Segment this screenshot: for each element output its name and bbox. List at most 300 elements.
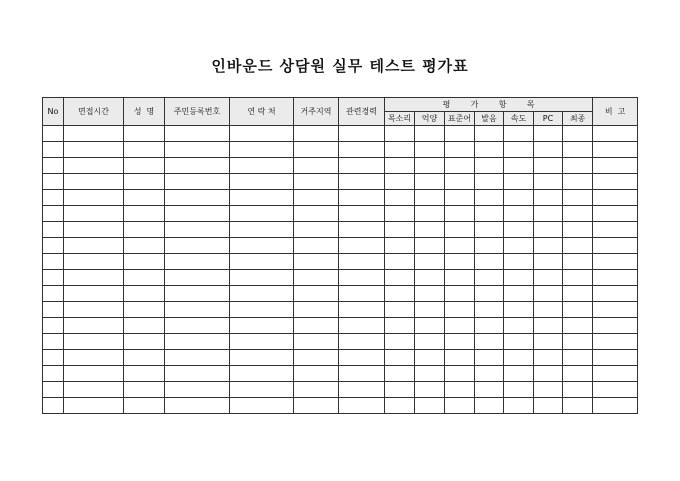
cell-contact[interactable]: [230, 302, 294, 318]
cell-residence[interactable]: [294, 158, 339, 174]
cell-residence[interactable]: [294, 398, 339, 414]
cell-name[interactable]: [124, 158, 165, 174]
cell-pronunciation[interactable]: [475, 206, 504, 222]
cell-contact[interactable]: [230, 366, 294, 382]
cell-remarks[interactable]: [593, 222, 638, 238]
cell-contact[interactable]: [230, 350, 294, 366]
cell-standard-language[interactable]: [445, 350, 475, 366]
cell-voice[interactable]: [385, 398, 415, 414]
cell-speed[interactable]: [504, 334, 534, 350]
cell-standard-language[interactable]: [445, 126, 475, 142]
cell-final[interactable]: [563, 174, 593, 190]
page-title: 인바운드 상담원 실무 테스트 평가표: [211, 57, 469, 75]
cell-pc[interactable]: [534, 222, 563, 238]
cell-pronunciation[interactable]: [475, 254, 504, 270]
cell-resident-number[interactable]: [165, 254, 230, 270]
cell-pc[interactable]: [534, 398, 563, 414]
cell-pronunciation[interactable]: [475, 142, 504, 158]
cell-standard-language[interactable]: [445, 382, 475, 398]
cell-interview-time[interactable]: [64, 398, 124, 414]
header-evaluation-items: 평 가 항 목: [385, 98, 593, 112]
table-row: [43, 222, 638, 238]
cell-residence[interactable]: [294, 142, 339, 158]
table-row: [43, 334, 638, 350]
cell-pronunciation[interactable]: [475, 270, 504, 286]
cell-standard-language[interactable]: [445, 174, 475, 190]
header-eval-pronunciation: 발음: [475, 112, 504, 126]
cell-intonation[interactable]: [415, 350, 445, 366]
cell-residence[interactable]: [294, 302, 339, 318]
cell-speed[interactable]: [504, 206, 534, 222]
cell-pc[interactable]: [534, 126, 563, 142]
cell-remarks[interactable]: [593, 398, 638, 414]
cell-residence[interactable]: [294, 318, 339, 334]
cell-residence[interactable]: [294, 382, 339, 398]
cell-voice[interactable]: [385, 382, 415, 398]
cell-voice[interactable]: [385, 350, 415, 366]
cell-contact[interactable]: [230, 254, 294, 270]
cell-final[interactable]: [563, 190, 593, 206]
cell-experience[interactable]: [339, 158, 385, 174]
cell-name[interactable]: [124, 222, 165, 238]
cell-pc[interactable]: [534, 382, 563, 398]
cell-name[interactable]: [124, 142, 165, 158]
cell-intonation[interactable]: [415, 206, 445, 222]
cell-residence[interactable]: [294, 286, 339, 302]
cell-pc[interactable]: [534, 174, 563, 190]
cell-final[interactable]: [563, 318, 593, 334]
cell-no[interactable]: [43, 398, 64, 414]
cell-interview-time[interactable]: [64, 318, 124, 334]
cell-name[interactable]: [124, 318, 165, 334]
cell-resident-number[interactable]: [165, 398, 230, 414]
cell-resident-number[interactable]: [165, 350, 230, 366]
cell-pronunciation[interactable]: [475, 190, 504, 206]
evaluation-table: [42, 97, 638, 414]
header-row-1: [43, 98, 638, 112]
cell-standard-language[interactable]: [445, 206, 475, 222]
cell-no[interactable]: [43, 318, 64, 334]
cell-pc[interactable]: [534, 158, 563, 174]
cell-residence[interactable]: [294, 174, 339, 190]
cell-speed[interactable]: [504, 382, 534, 398]
cell-name[interactable]: [124, 126, 165, 142]
table-row: [43, 382, 638, 398]
table-row: [43, 238, 638, 254]
table-row: [43, 350, 638, 366]
cell-resident-number[interactable]: [165, 302, 230, 318]
cell-no[interactable]: [43, 190, 64, 206]
cell-standard-language[interactable]: [445, 222, 475, 238]
cell-final[interactable]: [563, 206, 593, 222]
cell-experience[interactable]: [339, 238, 385, 254]
header-interview-time: 면접시간: [64, 98, 124, 126]
cell-experience[interactable]: [339, 126, 385, 142]
cell-intonation[interactable]: [415, 158, 445, 174]
cell-no[interactable]: [43, 302, 64, 318]
table-row: [43, 366, 638, 382]
cell-remarks[interactable]: [593, 318, 638, 334]
cell-experience[interactable]: [339, 270, 385, 286]
cell-residence[interactable]: [294, 238, 339, 254]
cell-interview-time[interactable]: [64, 142, 124, 158]
cell-remarks[interactable]: [593, 350, 638, 366]
cell-intonation[interactable]: [415, 302, 445, 318]
cell-name[interactable]: [124, 382, 165, 398]
cell-intonation[interactable]: [415, 366, 445, 382]
cell-pronunciation[interactable]: [475, 398, 504, 414]
header-no: No: [43, 98, 64, 126]
cell-no[interactable]: [43, 158, 64, 174]
cell-pronunciation[interactable]: [475, 302, 504, 318]
cell-standard-language[interactable]: [445, 302, 475, 318]
cell-remarks[interactable]: [593, 254, 638, 270]
cell-intonation[interactable]: [415, 398, 445, 414]
cell-voice[interactable]: [385, 366, 415, 382]
cell-name[interactable]: [124, 238, 165, 254]
cell-final[interactable]: [563, 286, 593, 302]
table-row: [43, 206, 638, 222]
cell-remarks[interactable]: [593, 334, 638, 350]
cell-experience[interactable]: [339, 382, 385, 398]
header-eval-pc: PC: [534, 112, 563, 126]
cell-no[interactable]: [43, 222, 64, 238]
cell-no[interactable]: [43, 206, 64, 222]
cell-standard-language[interactable]: [445, 142, 475, 158]
cell-resident-number[interactable]: [165, 142, 230, 158]
cell-contact[interactable]: [230, 398, 294, 414]
cell-residence[interactable]: [294, 190, 339, 206]
cell-intonation[interactable]: [415, 286, 445, 302]
cell-standard-language[interactable]: [445, 190, 475, 206]
cell-final[interactable]: [563, 126, 593, 142]
cell-remarks[interactable]: [593, 206, 638, 222]
cell-speed[interactable]: [504, 238, 534, 254]
cell-interview-time[interactable]: [64, 174, 124, 190]
cell-name[interactable]: [124, 174, 165, 190]
cell-resident-number[interactable]: [165, 286, 230, 302]
cell-pc[interactable]: [534, 350, 563, 366]
cell-pc[interactable]: [534, 334, 563, 350]
cell-no[interactable]: [43, 286, 64, 302]
cell-voice[interactable]: [385, 158, 415, 174]
cell-intonation[interactable]: [415, 126, 445, 142]
cell-intonation[interactable]: [415, 222, 445, 238]
cell-residence[interactable]: [294, 206, 339, 222]
cell-pronunciation[interactable]: [475, 158, 504, 174]
cell-interview-time[interactable]: [64, 334, 124, 350]
cell-intonation[interactable]: [415, 334, 445, 350]
cell-pronunciation[interactable]: [475, 382, 504, 398]
cell-no[interactable]: [43, 350, 64, 366]
cell-speed[interactable]: [504, 174, 534, 190]
cell-final[interactable]: [563, 366, 593, 382]
cell-interview-time[interactable]: [64, 350, 124, 366]
cell-experience[interactable]: [339, 254, 385, 270]
header-eval-voice: 목소리: [385, 112, 415, 126]
cell-interview-time[interactable]: [64, 158, 124, 174]
cell-pc[interactable]: [534, 190, 563, 206]
cell-pronunciation[interactable]: [475, 318, 504, 334]
cell-contact[interactable]: [230, 318, 294, 334]
cell-contact[interactable]: [230, 142, 294, 158]
cell-resident-number[interactable]: [165, 334, 230, 350]
cell-final[interactable]: [563, 254, 593, 270]
cell-experience[interactable]: [339, 302, 385, 318]
cell-resident-number[interactable]: [165, 270, 230, 286]
header-eval-standard-language: 표준어: [445, 112, 475, 126]
cell-interview-time[interactable]: [64, 222, 124, 238]
cell-pc[interactable]: [534, 206, 563, 222]
header-residence: 거주지역: [294, 98, 339, 126]
cell-voice[interactable]: [385, 222, 415, 238]
cell-intonation[interactable]: [415, 174, 445, 190]
table-row: [43, 254, 638, 270]
cell-name[interactable]: [124, 350, 165, 366]
cell-residence[interactable]: [294, 254, 339, 270]
cell-name[interactable]: [124, 334, 165, 350]
cell-pronunciation[interactable]: [475, 238, 504, 254]
cell-standard-language[interactable]: [445, 286, 475, 302]
cell-resident-number[interactable]: [165, 366, 230, 382]
cell-voice[interactable]: [385, 270, 415, 286]
cell-standard-language[interactable]: [445, 254, 475, 270]
cell-no[interactable]: [43, 254, 64, 270]
cell-name[interactable]: [124, 190, 165, 206]
cell-final[interactable]: [563, 238, 593, 254]
cell-residence[interactable]: [294, 366, 339, 382]
header-eval-speed: 속도: [504, 112, 534, 126]
cell-no[interactable]: [43, 334, 64, 350]
cell-speed[interactable]: [504, 254, 534, 270]
cell-intonation[interactable]: [415, 270, 445, 286]
cell-resident-number[interactable]: [165, 190, 230, 206]
cell-contact[interactable]: [230, 206, 294, 222]
cell-contact[interactable]: [230, 126, 294, 142]
cell-contact[interactable]: [230, 158, 294, 174]
cell-voice[interactable]: [385, 254, 415, 270]
cell-resident-number[interactable]: [165, 174, 230, 190]
cell-residence[interactable]: [294, 350, 339, 366]
cell-intonation[interactable]: [415, 142, 445, 158]
cell-speed[interactable]: [504, 222, 534, 238]
header-name: 성 명: [124, 98, 165, 126]
cell-pc[interactable]: [534, 254, 563, 270]
cell-final[interactable]: [563, 302, 593, 318]
cell-contact[interactable]: [230, 286, 294, 302]
cell-pronunciation[interactable]: [475, 174, 504, 190]
cell-remarks[interactable]: [593, 270, 638, 286]
cell-experience[interactable]: [339, 334, 385, 350]
cell-final[interactable]: [563, 142, 593, 158]
cell-speed[interactable]: [504, 366, 534, 382]
cell-standard-language[interactable]: [445, 318, 475, 334]
header-eval-intonation: 억양: [415, 112, 445, 126]
cell-final[interactable]: [563, 382, 593, 398]
cell-experience[interactable]: [339, 174, 385, 190]
cell-pc[interactable]: [534, 318, 563, 334]
cell-speed[interactable]: [504, 158, 534, 174]
cell-resident-number[interactable]: [165, 382, 230, 398]
cell-no[interactable]: [43, 126, 64, 142]
cell-pc[interactable]: [534, 270, 563, 286]
cell-standard-language[interactable]: [445, 238, 475, 254]
cell-experience[interactable]: [339, 142, 385, 158]
cell-remarks[interactable]: [593, 302, 638, 318]
cell-resident-number[interactable]: [165, 126, 230, 142]
cell-interview-time[interactable]: [64, 302, 124, 318]
cell-residence[interactable]: [294, 334, 339, 350]
cell-interview-time[interactable]: [64, 238, 124, 254]
cell-intonation[interactable]: [415, 238, 445, 254]
cell-voice[interactable]: [385, 190, 415, 206]
cell-no[interactable]: [43, 238, 64, 254]
cell-contact[interactable]: [230, 174, 294, 190]
cell-standard-language[interactable]: [445, 398, 475, 414]
cell-pc[interactable]: [534, 366, 563, 382]
cell-interview-time[interactable]: [64, 382, 124, 398]
cell-voice[interactable]: [385, 318, 415, 334]
cell-final[interactable]: [563, 222, 593, 238]
cell-name[interactable]: [124, 254, 165, 270]
cell-interview-time[interactable]: [64, 366, 124, 382]
cell-final[interactable]: [563, 334, 593, 350]
cell-contact[interactable]: [230, 222, 294, 238]
cell-residence[interactable]: [294, 126, 339, 142]
table-row: [43, 174, 638, 190]
cell-standard-language[interactable]: [445, 366, 475, 382]
cell-name[interactable]: [124, 366, 165, 382]
cell-resident-number[interactable]: [165, 318, 230, 334]
cell-speed[interactable]: [504, 270, 534, 286]
cell-pronunciation[interactable]: [475, 126, 504, 142]
cell-remarks[interactable]: [593, 190, 638, 206]
cell-standard-language[interactable]: [445, 334, 475, 350]
table-row: [43, 126, 638, 142]
cell-contact[interactable]: [230, 190, 294, 206]
cell-experience[interactable]: [339, 318, 385, 334]
cell-speed[interactable]: [504, 286, 534, 302]
cell-experience[interactable]: [339, 222, 385, 238]
cell-pronunciation[interactable]: [475, 334, 504, 350]
cell-residence[interactable]: [294, 222, 339, 238]
cell-name[interactable]: [124, 398, 165, 414]
cell-speed[interactable]: [504, 190, 534, 206]
cell-no[interactable]: [43, 366, 64, 382]
cell-standard-language[interactable]: [445, 158, 475, 174]
cell-no[interactable]: [43, 270, 64, 286]
cell-pronunciation[interactable]: [475, 350, 504, 366]
table-row: [43, 302, 638, 318]
cell-experience[interactable]: [339, 398, 385, 414]
cell-voice[interactable]: [385, 302, 415, 318]
cell-remarks[interactable]: [593, 238, 638, 254]
cell-resident-number[interactable]: [165, 158, 230, 174]
cell-speed[interactable]: [504, 398, 534, 414]
cell-interview-time[interactable]: [64, 190, 124, 206]
cell-pronunciation[interactable]: [475, 286, 504, 302]
cell-speed[interactable]: [504, 318, 534, 334]
cell-intonation[interactable]: [415, 190, 445, 206]
cell-voice[interactable]: [385, 142, 415, 158]
cell-voice[interactable]: [385, 238, 415, 254]
cell-pronunciation[interactable]: [475, 366, 504, 382]
cell-no[interactable]: [43, 142, 64, 158]
cell-contact[interactable]: [230, 238, 294, 254]
cell-intonation[interactable]: [415, 318, 445, 334]
cell-experience[interactable]: [339, 190, 385, 206]
cell-final[interactable]: [563, 270, 593, 286]
cell-no[interactable]: [43, 382, 64, 398]
cell-speed[interactable]: [504, 126, 534, 142]
cell-experience[interactable]: [339, 366, 385, 382]
cell-interview-time[interactable]: [64, 286, 124, 302]
cell-interview-time[interactable]: [64, 206, 124, 222]
cell-remarks[interactable]: [593, 286, 638, 302]
cell-pronunciation[interactable]: [475, 222, 504, 238]
cell-final[interactable]: [563, 398, 593, 414]
cell-speed[interactable]: [504, 142, 534, 158]
cell-pc[interactable]: [534, 286, 563, 302]
cell-standard-language[interactable]: [445, 270, 475, 286]
cell-remarks[interactable]: [593, 142, 638, 158]
cell-resident-number[interactable]: [165, 238, 230, 254]
cell-residence[interactable]: [294, 270, 339, 286]
cell-contact[interactable]: [230, 382, 294, 398]
cell-final[interactable]: [563, 350, 593, 366]
cell-remarks[interactable]: [593, 366, 638, 382]
header-resident-number: 주민등록번호: [165, 98, 230, 126]
header-experience: 관련경력: [339, 98, 385, 126]
table-row: [43, 318, 638, 334]
cell-interview-time[interactable]: [64, 254, 124, 270]
cell-voice[interactable]: [385, 126, 415, 142]
cell-pc[interactable]: [534, 302, 563, 318]
cell-pc[interactable]: [534, 142, 563, 158]
cell-experience[interactable]: [339, 206, 385, 222]
cell-name[interactable]: [124, 270, 165, 286]
cell-remarks[interactable]: [593, 174, 638, 190]
cell-remarks[interactable]: [593, 158, 638, 174]
table-row: [43, 158, 638, 174]
cell-experience[interactable]: [339, 350, 385, 366]
cell-remarks[interactable]: [593, 382, 638, 398]
table-row: [43, 270, 638, 286]
cell-no[interactable]: [43, 174, 64, 190]
cell-resident-number[interactable]: [165, 206, 230, 222]
cell-voice[interactable]: [385, 174, 415, 190]
cell-remarks[interactable]: [593, 126, 638, 142]
cell-intonation[interactable]: [415, 254, 445, 270]
cell-name[interactable]: [124, 286, 165, 302]
cell-final[interactable]: [563, 158, 593, 174]
cell-name[interactable]: [124, 206, 165, 222]
cell-name[interactable]: [124, 302, 165, 318]
cell-speed[interactable]: [504, 350, 534, 366]
cell-voice[interactable]: [385, 286, 415, 302]
cell-experience[interactable]: [339, 286, 385, 302]
cell-speed[interactable]: [504, 302, 534, 318]
cell-pc[interactable]: [534, 238, 563, 254]
cell-voice[interactable]: [385, 334, 415, 350]
cell-resident-number[interactable]: [165, 222, 230, 238]
cell-interview-time[interactable]: [64, 270, 124, 286]
cell-interview-time[interactable]: [64, 126, 124, 142]
cell-intonation[interactable]: [415, 382, 445, 398]
cell-contact[interactable]: [230, 270, 294, 286]
cell-contact[interactable]: [230, 334, 294, 350]
cell-voice[interactable]: [385, 206, 415, 222]
